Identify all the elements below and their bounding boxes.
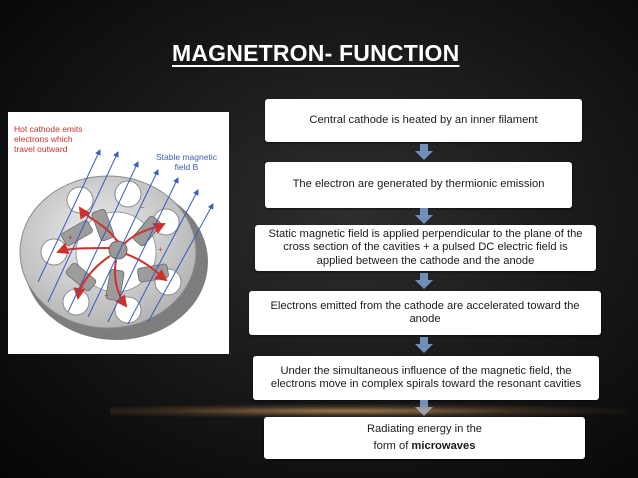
decorative-glow <box>110 404 630 418</box>
step-3-box <box>255 225 596 271</box>
step-2-text: The electron are generated by thermionic emission <box>292 178 545 191</box>
step-5-box <box>253 356 599 400</box>
svg-text:+: + <box>68 233 73 242</box>
arrow-down-icon <box>415 208 433 224</box>
step-4-box <box>249 291 601 335</box>
step-4-line-2: anode <box>409 313 441 325</box>
page-title: MAGNETRON- FUNCTION <box>172 40 460 66</box>
step-1-text: Central cathode is heated by an inner filament <box>309 113 538 126</box>
label-hot-cathode: Hot cathode emits electrons which travel outward <box>14 124 83 154</box>
magnetron-illustration <box>8 112 229 354</box>
step-6-line-1: Radiating energy in the <box>366 423 483 435</box>
svg-text:+: + <box>158 245 163 254</box>
step-5-line-1: Under the simultaneous influence of the magnetic field, the <box>280 364 572 377</box>
step-2-box <box>265 162 572 208</box>
step-6-bold: microwaves <box>411 440 476 452</box>
step-6-box <box>264 417 585 459</box>
step-6-line-2 <box>374 438 476 455</box>
arrow-down-icon <box>415 273 433 289</box>
step-3-line-2: cross section of the cavities + a pulsed DC electric field is <box>283 241 568 254</box>
magnetron-drawing <box>8 112 229 354</box>
svg-text:−: − <box>140 203 145 212</box>
label-magnetic-field: Stable magnetic field B <box>156 152 217 172</box>
arrow-down-icon <box>415 144 433 160</box>
step-4-line-1: Electrons emitted from the cathode are accelerated toward the <box>270 299 580 312</box>
step-5-line-2: electrons move in complex spirals toward the resonant cavities <box>270 378 582 390</box>
step-3-line-1: Static magnetic field is applied perpendicular to the plane of the <box>268 227 583 240</box>
arrow-down-icon <box>415 337 433 353</box>
step-1-box <box>265 99 582 142</box>
svg-text:−: − <box>104 291 109 300</box>
step-6-prefix: form of <box>373 440 412 452</box>
step-3-line-3: applied between the cathode and the anode <box>316 254 535 267</box>
